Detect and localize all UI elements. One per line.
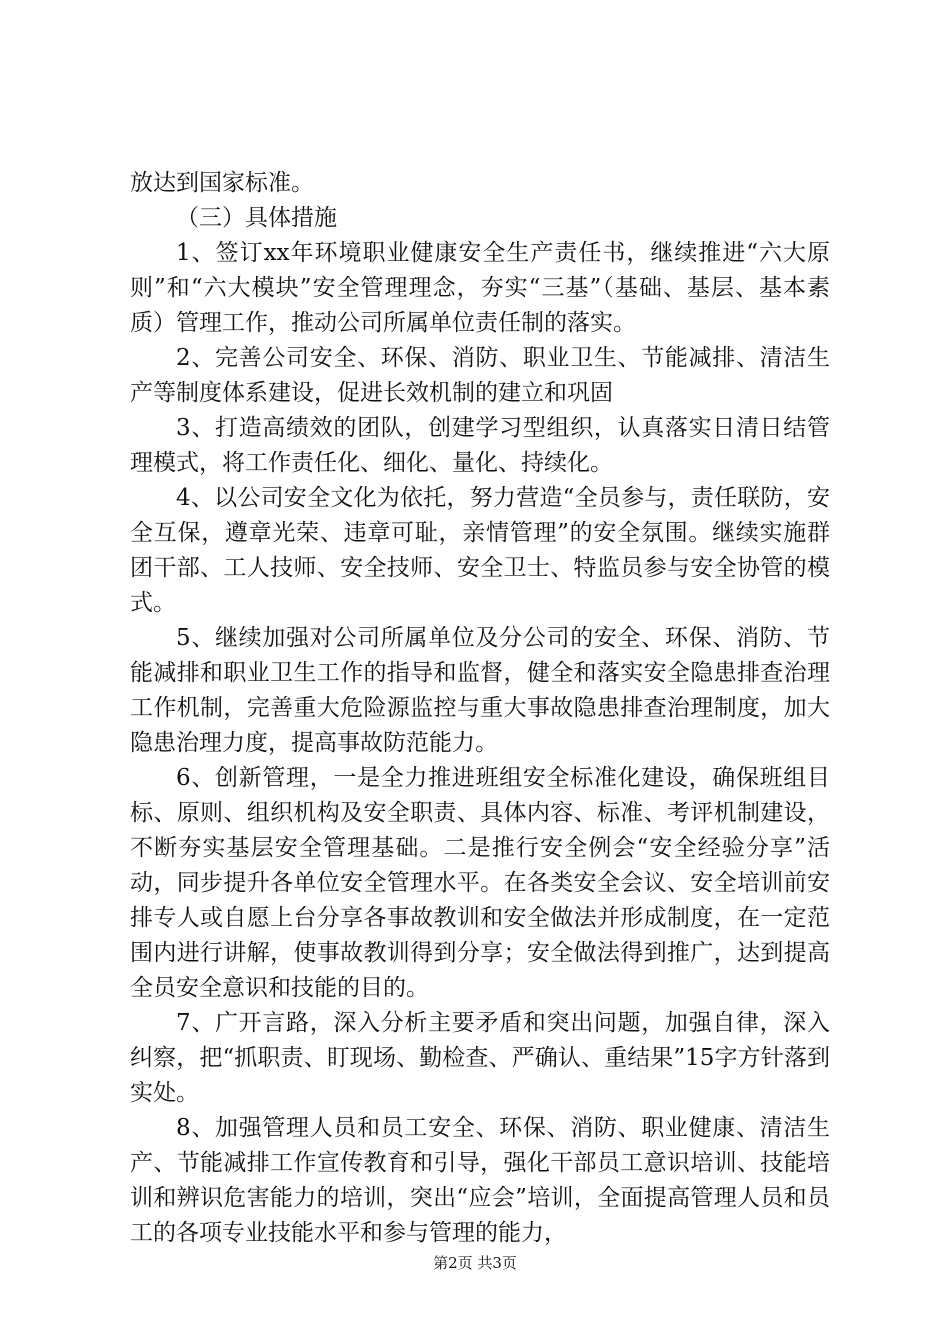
- paragraph-continuation: 放达到国家标准。: [130, 170, 314, 196]
- list-item-4: 4、以公司安全文化为依托，努力营造“全员参与，责任联防，安全互保，遵章光荣、违章可耻，亲情管理”的安全氛围。继续实施群团干部、工人技师、安全技师、安全卫士、特监员参与安全协管的模式。: [130, 485, 830, 616]
- list-item-6: 6、创新管理，一是全力推进班组安全标准化建设，确保班组目标、原则、组织机构及安全职责、具体内容、标准、考评机制建设，不断夯实基层安全管理基础。二是推行安全例会“安全经验分享”活动，同步提升各单位安全管理水平。在各类安全会议、安全培训前安排专人或自愿上台分享各事故教训和安全做法并形成制度，在一定范围内进行讲解，使事故教训得到分享；安全做法得到推广，达到提高全员安全意识和技能的目的。: [130, 765, 830, 1001]
- document-body: [130, 166, 830, 1251]
- list-item-1: 1、签订xx年环境职业健康安全生产责任书，继续推进“六大原则”和“六大模块”安全管理理念，夯实“三基”（基础、基层、基本素质）管理工作，推动公司所属单位责任制的落实。: [130, 240, 830, 336]
- list-item-7: 7、广开言路，深入分析主要矛盾和突出问题，加强自律，深入纠察，把“抓职责、盯现场、勤检查、严确认、重结果”15字方针落到实处。: [130, 1010, 830, 1106]
- list-item-2: 2、完善公司安全、环保、消防、职业卫生、节能减排、清洁生产等制度体系建设，促进长效机制的建立和巩固: [130, 345, 830, 406]
- page-footer: [0, 1252, 950, 1273]
- list-item-5: 5、继续加强对公司所属单位及分公司的安全、环保、消防、节能减排和职业卫生工作的指导和监督，健全和落实安全隐患排查治理工作机制，完善重大危险源监控与重大事故隐患排查治理制度，加大隐患治理力度，提高事故防范能力。: [130, 625, 830, 756]
- section-heading-measures: （三）具体措施: [176, 205, 337, 231]
- page-number: 第2页 共3页: [433, 1254, 517, 1272]
- list-item-3: 3、打造高绩效的团队，创建学习型组织，认真落实日清日结管理模式，将工作责任化、细化、量化、持续化。: [130, 415, 830, 476]
- list-item-8: 8、加强管理人员和员工安全、环保、消防、职业健康、清洁生产、节能减排工作宣传教育和引导，强化干部员工意识培训、技能培训和辨识危害能力的培训，突出“应会”培训，全面提高管理人员和员工的各项专业技能水平和参与管理的能力，: [130, 1115, 830, 1246]
